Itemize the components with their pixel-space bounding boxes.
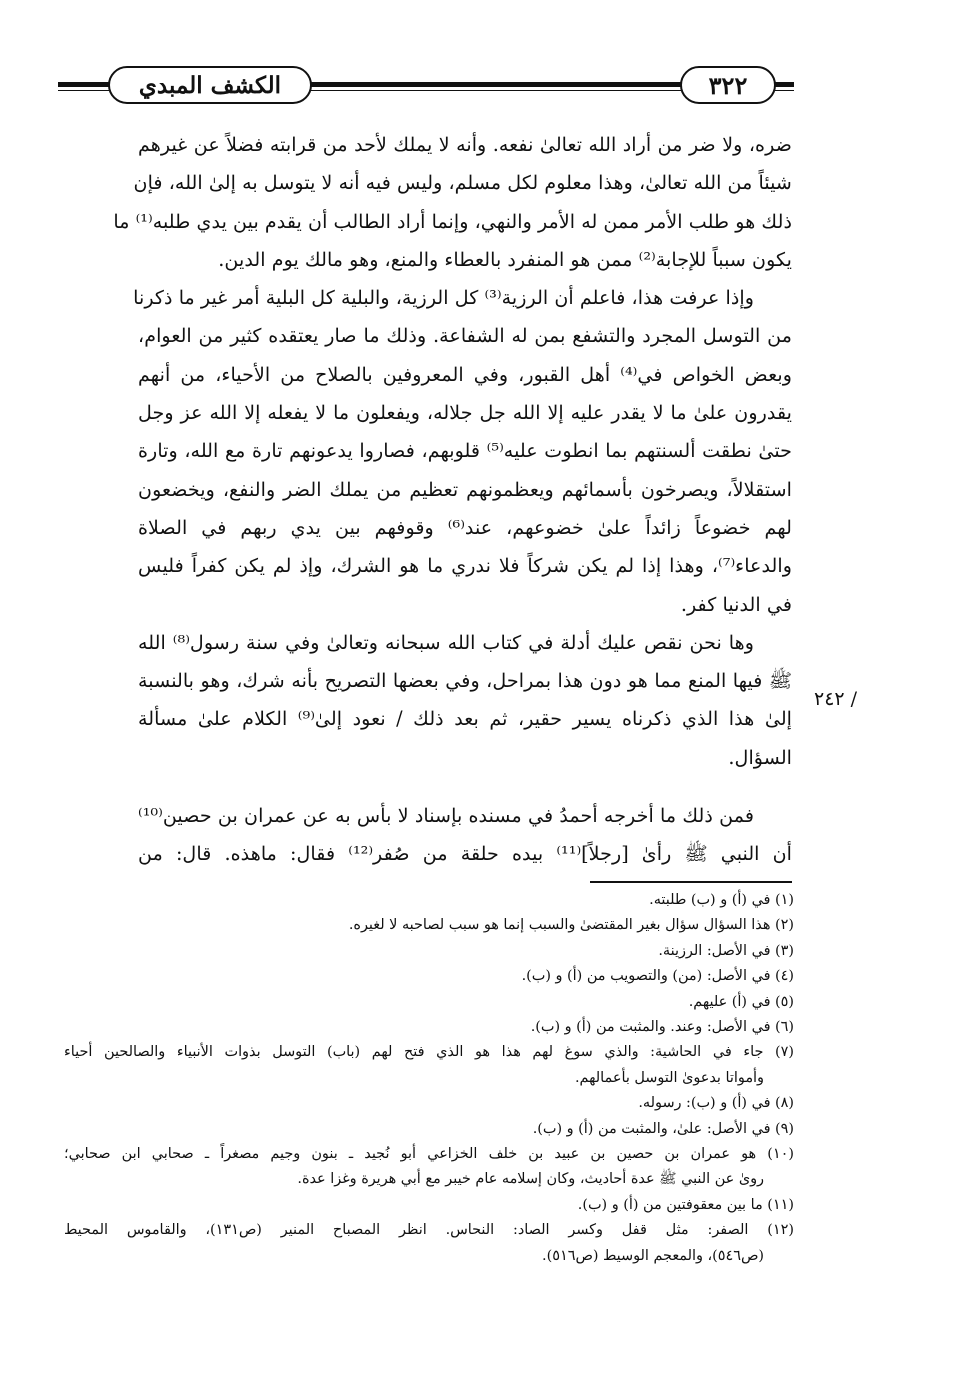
footnote: (٨) في (أ) و (ب): رسوله. — [638, 1095, 794, 1112]
text-line: ضره، ولا ضر من أراد الله تعالىٰ نفعه. وأنه لا يملك لأحد من قرابته فضلاً عن غيرهم — [138, 133, 792, 156]
text-line: من التوسل المجرد والتشفع بمن له الشفاعة. وذلك ما صار يعتقده كثير من العوام، — [138, 324, 792, 348]
text-line: إلىٰ هذا الذي ذكرناه يسير حقير، ثم بعد ذلك / نعود إلىٰ⁽⁹⁾ الكلام علىٰ مسألة — [138, 707, 793, 731]
text-line: شيئاً من الله تعالىٰ، وهذا معلوم لكل مسلم، وليس فيه أنه لا يتوسل به إلىٰ الله، فإن — [133, 171, 792, 195]
paragraph — [133, 279, 793, 624]
paragraph — [113, 126, 792, 279]
paragraph — [138, 624, 792, 777]
footnote: (١١) ما بين معقوفتين من (أ) و (ب). — [577, 1196, 794, 1213]
text-line: وإذا عرفت هذا، فاعلم أن الرزية⁽³⁾ كل الرزية، والبلية كل البلية أمر غير ما ذكرنا — [133, 286, 754, 310]
footnote: (٢) هذا السؤال سؤال بغير المقتضىٰ والسبب إنما هو سبب لصاحبه لا لغيره. — [348, 917, 794, 934]
footnote: (٧) جاء في الحاشية: والذي سوغ لهم هذا هو الذي فتح لهم (باب) التوسل بذوات الأنبياء والصالحين أحياء — [64, 1044, 794, 1061]
footnotes — [64, 888, 794, 1269]
text-line: ﷺ فيها المنع مما هو دون هذا بمراحل، وفي بعضها التصريح بأنه شرك، وهو بالنسبة — [138, 669, 792, 693]
footnote-separator — [590, 881, 792, 883]
text-line: أن النبي ﷺ رأىٰ [رجلاً]⁽¹¹⁾ بيده حلقة من صُفر⁽¹²⁾ فقال: ماهذه. قال: من — [138, 842, 792, 866]
footnote: (٣) في الأصل: الرزينة. — [658, 942, 794, 959]
footnote: (٥) في (أ) عليهم. — [688, 993, 794, 1010]
text-line: يكون سبباً للإجابة⁽²⁾ ممن هو المنفرد بالعطاء والمنع، وهو مالك يوم الدين. — [218, 247, 792, 271]
footnote: (٦) في الأصل: وعند. والمثبت من (أ) و (ب). — [530, 1019, 794, 1036]
text-line: لهم خضوعاً زائداً علىٰ خضوعهم، عند⁽⁶⁾ وقوفهم بين يدي ربهم في الصلاة — [138, 515, 792, 539]
footnote: (٩) في الأصل: علىٰ، والمثبت من (أ) و (ب). — [532, 1120, 794, 1137]
text-line: استقلالاً، ويصرخون بأسمائهم ويعظمونهم تعظيم من يملك الضر والنفع، ويخضعون — [138, 477, 792, 501]
footnote: (٤) في الأصل: (من) والتصويب من (أ) و (ب). — [521, 968, 794, 985]
text-line: فمن ذلك ما أخرجه أحمدُ في مسنده بإسناد لا بأس به عن عمران بن حصين⁽¹⁰⁾ — [138, 804, 754, 828]
paragraph — [138, 797, 792, 874]
book-title: الكشف المبدي — [108, 66, 312, 104]
text-line: والدعاء⁽⁷⁾، وهذا إذا لم يكن شركاً فلا ندري ما هو الشرك، وإذ لم يكن كفراً فليس — [138, 554, 792, 578]
footnote: (١٢) الصفر: مثل قفل وكسر الصاد: النحاس. انظر المصباح المنير (ص١٣١)، والقاموس المحيط — [64, 1222, 794, 1239]
text-line: حتىٰ نطقت ألسنتهم بما انطوت عليه⁽⁵⁾ قلوبهم، فصاروا يدعونهم تارة مع الله، وتارة — [138, 439, 793, 463]
text-line: يقدرون علىٰ ما لا يقدر عليه إلا الله جل جلاله، ويفعلون ما لا يفعله إلا الله عز وجل — [138, 401, 792, 425]
page-number: ٣٢٢ — [680, 66, 776, 104]
footnote-continuation: روىٰ عن النبي ﷺ عدة أحاديث، وكان إسلامه عام خيبر مع أبي هريرة وغزا عدة. — [297, 1171, 764, 1188]
text-line: وبعض الخواص في⁽⁴⁾ أهل القبور، وفي المعروفين بالصلاح من الأحياء، من أنهم — [138, 362, 792, 386]
footnote: (١) في (أ) و (ب) طلبته. — [649, 892, 794, 908]
footnote-continuation: وأمواتا بدعوىٰ التوسل بأعمالهم. — [574, 1069, 764, 1086]
main-text — [113, 126, 793, 874]
text-line: وها نحن نقص عليك أدلة في كتاب الله سبحانه وتعالىٰ وفي سنة رسول⁽⁸⁾ الله — [138, 630, 754, 654]
text-line: السؤال. — [728, 745, 792, 769]
text-line: ذلك هو طلب الأمر ممن له الأمر والنهي، وإنما أراد الطالب أن يقدم بين يدي طلبه⁽¹⁾ ما — [113, 209, 792, 233]
margin-page-reference: / ٢٤٢ — [814, 688, 858, 710]
footnote-continuation: (ص٥٤٦)، والمعجم الوسيط (ص٥١٦). — [542, 1247, 764, 1264]
text-line: في الدنيا كفر. — [680, 592, 792, 616]
running-header — [58, 58, 794, 110]
footnote: (١٠) هو عمران بن حصين بن عبيد بن خلف الخزاعي أبو نُجيد ـ بنون وجيم مصغراً ـ صحابي ابن صحابي؛ — [64, 1146, 794, 1163]
